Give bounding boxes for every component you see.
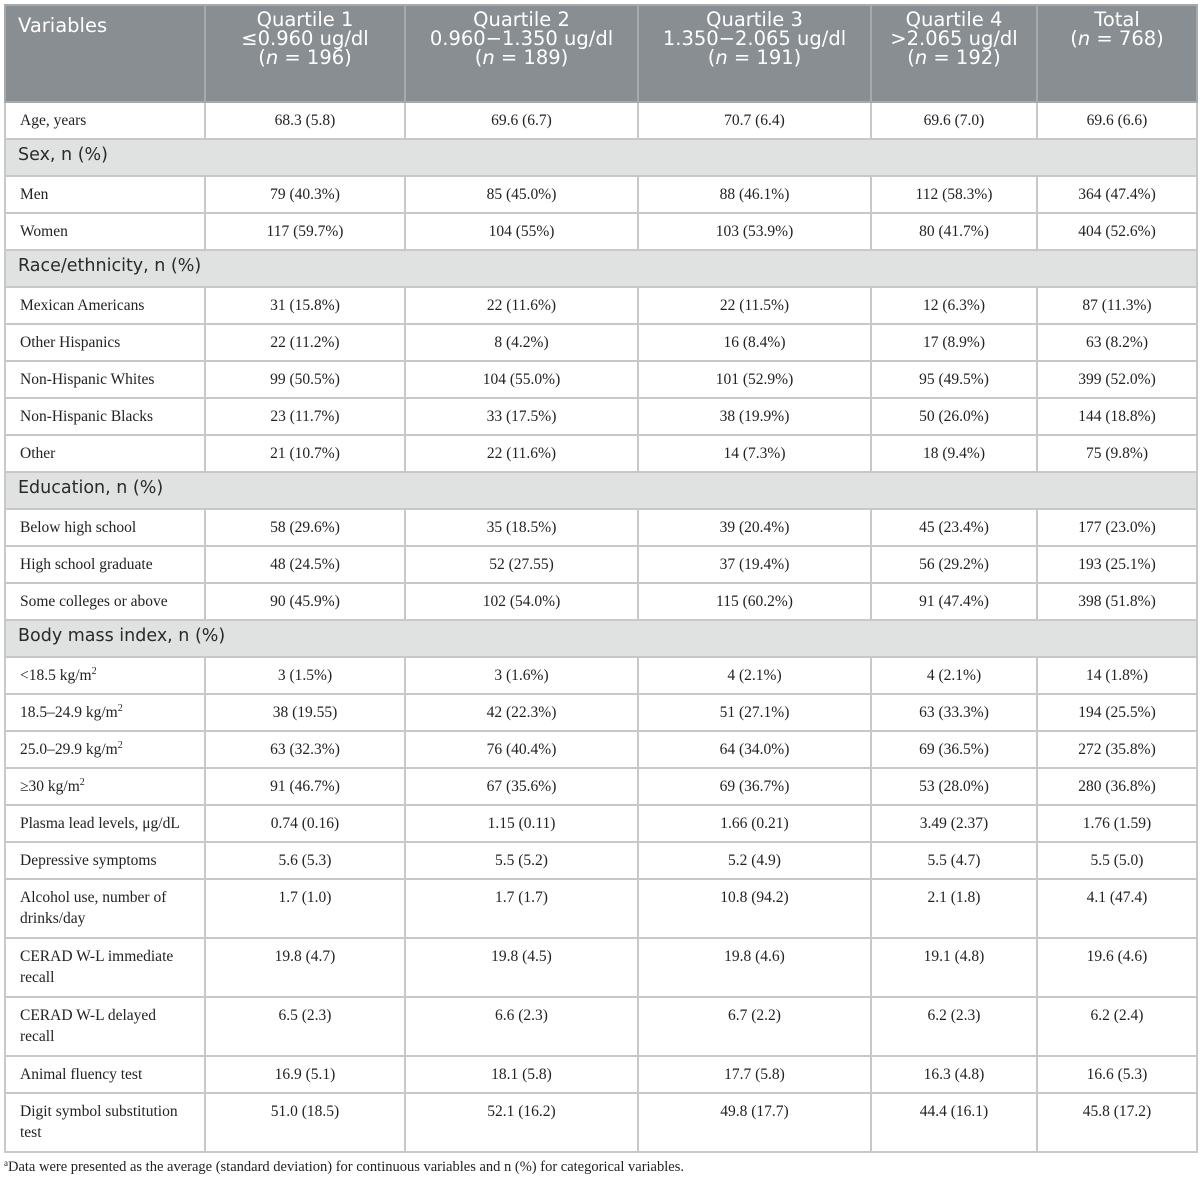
row-label: CERAD W-L immediate recall [5,938,205,997]
table-cell: 12 (6.3%) [871,287,1037,324]
footnote-text: Data were presented as the average (standard deviation) for continuous variables and n (%) for categorical variables. [8,1159,684,1175]
table-cell: 52 (27.55) [405,546,638,583]
row-label: Women [5,213,205,250]
table-cell: 144 (18.8%) [1037,398,1197,435]
table-cell: 21 (10.7%) [205,435,405,472]
table-cell: 5.5 (5.2) [405,842,638,879]
row-label: Depressive symptoms [5,842,205,879]
table-cell: 52.1 (16.2) [405,1093,638,1152]
row-label: Age, years [5,102,205,139]
row-label: Non-Hispanic Blacks [5,398,205,435]
table-cell: 69.6 (6.6) [1037,102,1197,139]
row-label: High school graduate [5,546,205,583]
row-label: Below high school [5,509,205,546]
table-cell: 4.1 (47.4) [1037,879,1197,938]
table-cell: 1.76 (1.59) [1037,805,1197,842]
row-label: Other Hispanics [5,324,205,361]
table-row [5,731,1197,768]
table-cell: 51 (27.1%) [638,694,871,731]
table-cell: 398 (51.8%) [1037,583,1197,620]
table-cell: 14 (7.3%) [638,435,871,472]
baseline-characteristics-table [4,4,1198,1153]
table-cell: 1.7 (1.0) [205,879,405,938]
header-range: 0.960−1.350 ug/dl [429,27,614,50]
table-cell: 58 (29.6%) [205,509,405,546]
table-cell: 22 (11.6%) [405,287,638,324]
table-cell: 1.15 (0.11) [405,805,638,842]
header-sample-size: (n = 189) [474,46,569,69]
table-cell: 5.5 (5.0) [1037,842,1197,879]
table-row [5,176,1197,213]
table-cell: 35 (18.5%) [405,509,638,546]
table-cell: 76 (40.4%) [405,731,638,768]
table-cell: 193 (25.1%) [1037,546,1197,583]
table-cell: 102 (54.0%) [405,583,638,620]
table-cell: 45.8 (17.2) [1037,1093,1197,1152]
table-row [5,657,1197,694]
table-cell: 68.3 (5.8) [205,102,405,139]
column-header-variables [5,5,205,102]
table-cell: 39 (20.4%) [638,509,871,546]
table-cell: 63 (32.3%) [205,731,405,768]
table-row [5,768,1197,805]
table-cell: 2.1 (1.8) [871,879,1037,938]
table-row [5,1056,1197,1093]
table-cell: 95 (49.5%) [871,361,1037,398]
table-footnote [4,1159,1196,1176]
table-cell: 18.1 (5.8) [405,1056,638,1093]
header-sample-size: (n = 192) [907,46,1001,69]
row-label: Mexican Americans [5,287,205,324]
table-cell: 1.66 (0.21) [638,805,871,842]
table-row [5,583,1197,620]
table-row [5,509,1197,546]
table-cell: 6.6 (2.3) [405,997,638,1056]
table-row [5,213,1197,250]
table-cell: 5.2 (4.9) [638,842,871,879]
table-cell: 51.0 (18.5) [205,1093,405,1152]
row-label: ≥30 $kg/m^2$ [5,768,205,805]
header-title: Total [1094,8,1140,31]
column-header-quartile-3 [638,5,871,102]
table-cell: 22 (11.5%) [638,287,871,324]
row-label: Non-Hispanic Whites [5,361,205,398]
table-cell: 63 (33.3%) [871,694,1037,731]
table-cell: 16.9 (5.1) [205,1056,405,1093]
row-label: <18.5 $kg/m^2$ [5,657,205,694]
header-title: Quartile 2 [473,8,570,31]
table-cell: 23 (11.7%) [205,398,405,435]
table-cell: 14 (1.8%) [1037,657,1197,694]
table-cell: 272 (35.8%) [1037,731,1197,768]
table-cell: 103 (53.9%) [638,213,871,250]
table-cell: 69.6 (6.7) [405,102,638,139]
table-row [5,361,1197,398]
header-title: Quartile 1 [256,8,354,31]
table-cell: 18 (9.4%) [871,435,1037,472]
table-cell: 0.74 (0.16) [205,805,405,842]
header-row [5,5,1197,102]
section-header-row [5,620,1197,657]
table-cell: 6.2 (2.4) [1037,997,1197,1056]
row-label: Digit symbol substitution test [5,1093,205,1152]
table-cell: 87 (11.3%) [1037,287,1197,324]
section-label: Race/ethnicity, n (%) [5,250,1197,287]
table-cell: 99 (50.5%) [205,361,405,398]
table-cell: 70.7 (6.4) [638,102,871,139]
table-cell: 64 (34.0%) [638,731,871,768]
table-cell: 104 (55%) [405,213,638,250]
header-title: Quartile 3 [706,8,803,31]
table-cell: 56 (29.2%) [871,546,1037,583]
table-cell: 48 (24.5%) [205,546,405,583]
table-cell: 117 (59.7%) [205,213,405,250]
table-row [5,546,1197,583]
table-body [5,102,1197,1152]
table-cell: 38 (19.55) [205,694,405,731]
table-cell: 1.7 (1.7) [405,879,638,938]
table-cell: 44.4 (16.1) [871,1093,1037,1152]
table-row [5,1093,1197,1152]
row-label: CERAD W-L delayed recall [5,997,205,1056]
row-label: 18.5–24.9 $kg/m^2$ [5,694,205,731]
table-cell: 69.6 (7.0) [871,102,1037,139]
section-label: Body mass index, n (%) [5,620,1197,657]
table-cell: 33 (17.5%) [405,398,638,435]
table-cell: 16 (8.4%) [638,324,871,361]
table-cell: 17.7 (5.8) [638,1056,871,1093]
table-cell: 101 (52.9%) [638,361,871,398]
table-cell: 22 (11.6%) [405,435,638,472]
table-cell: 6.2 (2.3) [871,997,1037,1056]
table-cell: 16.6 (5.3) [1037,1056,1197,1093]
table-cell: 5.5 (4.7) [871,842,1037,879]
table-row [5,398,1197,435]
table-cell: 91 (46.7%) [205,768,405,805]
row-label: Alcohol use, number of drinks/day [5,879,205,938]
header-sample-size: (n = 196) [258,46,352,69]
table-cell: 37 (19.4%) [638,546,871,583]
table-cell: 112 (58.3%) [871,176,1037,213]
footnote-marker: a [4,1158,8,1168]
table-cell: 85 (45.0%) [405,176,638,213]
table-cell: 88 (46.1%) [638,176,871,213]
table-cell: 69 (36.7%) [638,768,871,805]
table-cell: 280 (36.8%) [1037,768,1197,805]
table-cell: 5.6 (5.3) [205,842,405,879]
table-cell: 3 (1.5%) [205,657,405,694]
table-row [5,997,1197,1056]
table-cell: 22 (11.2%) [205,324,405,361]
table-cell: 38 (19.9%) [638,398,871,435]
table-cell: 63 (8.2%) [1037,324,1197,361]
table-cell: 10.8 (94.2) [638,879,871,938]
table-container [4,4,1196,1176]
table-cell: 3.49 (2.37) [871,805,1037,842]
table-cell: 404 (52.6%) [1037,213,1197,250]
header-title: Quartile 4 [905,8,1003,31]
header-sample-size: (n = 768) [1070,27,1164,50]
header-sample-size: (n = 191) [707,46,802,69]
table-cell: 90 (45.9%) [205,583,405,620]
table-cell: 53 (28.0%) [871,768,1037,805]
table-row [5,694,1197,731]
row-label: 25.0–29.9 $kg/m^2$ [5,731,205,768]
table-cell: 42 (22.3%) [405,694,638,731]
column-header-quartile-4 [871,5,1037,102]
row-label: Some colleges or above [5,583,205,620]
table-cell: 194 (25.5%) [1037,694,1197,731]
table-cell: 6.7 (2.2) [638,997,871,1056]
table-row [5,102,1197,139]
table-row [5,842,1197,879]
table-cell: 16.3 (4.8) [871,1056,1037,1093]
section-label: Sex, n (%) [5,139,1197,176]
table-cell: 49.8 (17.7) [638,1093,871,1152]
table-cell: 50 (26.0%) [871,398,1037,435]
section-label: Education, n (%) [5,472,1197,509]
table-cell: 399 (52.0%) [1037,361,1197,398]
table-row [5,805,1197,842]
table-cell: 91 (47.4%) [871,583,1037,620]
row-label: Other [5,435,205,472]
table-cell: 6.5 (2.3) [205,997,405,1056]
table-cell: 19.8 (4.7) [205,938,405,997]
table-cell: 4 (2.1%) [871,657,1037,694]
table-cell: 19.8 (4.5) [405,938,638,997]
table-cell: 19.1 (4.8) [871,938,1037,997]
table-cell: 177 (23.0%) [1037,509,1197,546]
header-range: >2.065 ug/dl [890,27,1018,50]
section-header-row [5,472,1197,509]
table-cell: 45 (23.4%) [871,509,1037,546]
table-cell: 19.8 (4.6) [638,938,871,997]
table-cell: 31 (15.8%) [205,287,405,324]
table-row [5,287,1197,324]
table-cell: 104 (55.0%) [405,361,638,398]
header-range: ≤0.960 ug/dl [241,27,369,50]
column-header-total [1037,5,1197,102]
table-row [5,435,1197,472]
table-header [5,5,1197,102]
table-cell: 75 (9.8%) [1037,435,1197,472]
table-row [5,324,1197,361]
column-header-quartile-1 [205,5,405,102]
table-cell: 69 (36.5%) [871,731,1037,768]
header-range: 1.350−2.065 ug/dl [662,27,847,50]
section-header-row [5,250,1197,287]
table-cell: 67 (35.6%) [405,768,638,805]
section-header-row [5,139,1197,176]
table-row [5,938,1197,997]
table-cell: 80 (41.7%) [871,213,1037,250]
table-cell: 4 (2.1%) [638,657,871,694]
row-label: Animal fluency test [5,1056,205,1093]
row-label: Plasma lead levels, μg/dL [5,805,205,842]
table-cell: 115 (60.2%) [638,583,871,620]
table-cell: 79 (40.3%) [205,176,405,213]
table-cell: 3 (1.6%) [405,657,638,694]
row-label: Men [5,176,205,213]
table-cell: 19.6 (4.6) [1037,938,1197,997]
table-row [5,879,1197,938]
header-title: Variables [18,14,108,37]
table-cell: 364 (47.4%) [1037,176,1197,213]
column-header-quartile-2 [405,5,638,102]
table-cell: 17 (8.9%) [871,324,1037,361]
table-cell: 8 (4.2%) [405,324,638,361]
